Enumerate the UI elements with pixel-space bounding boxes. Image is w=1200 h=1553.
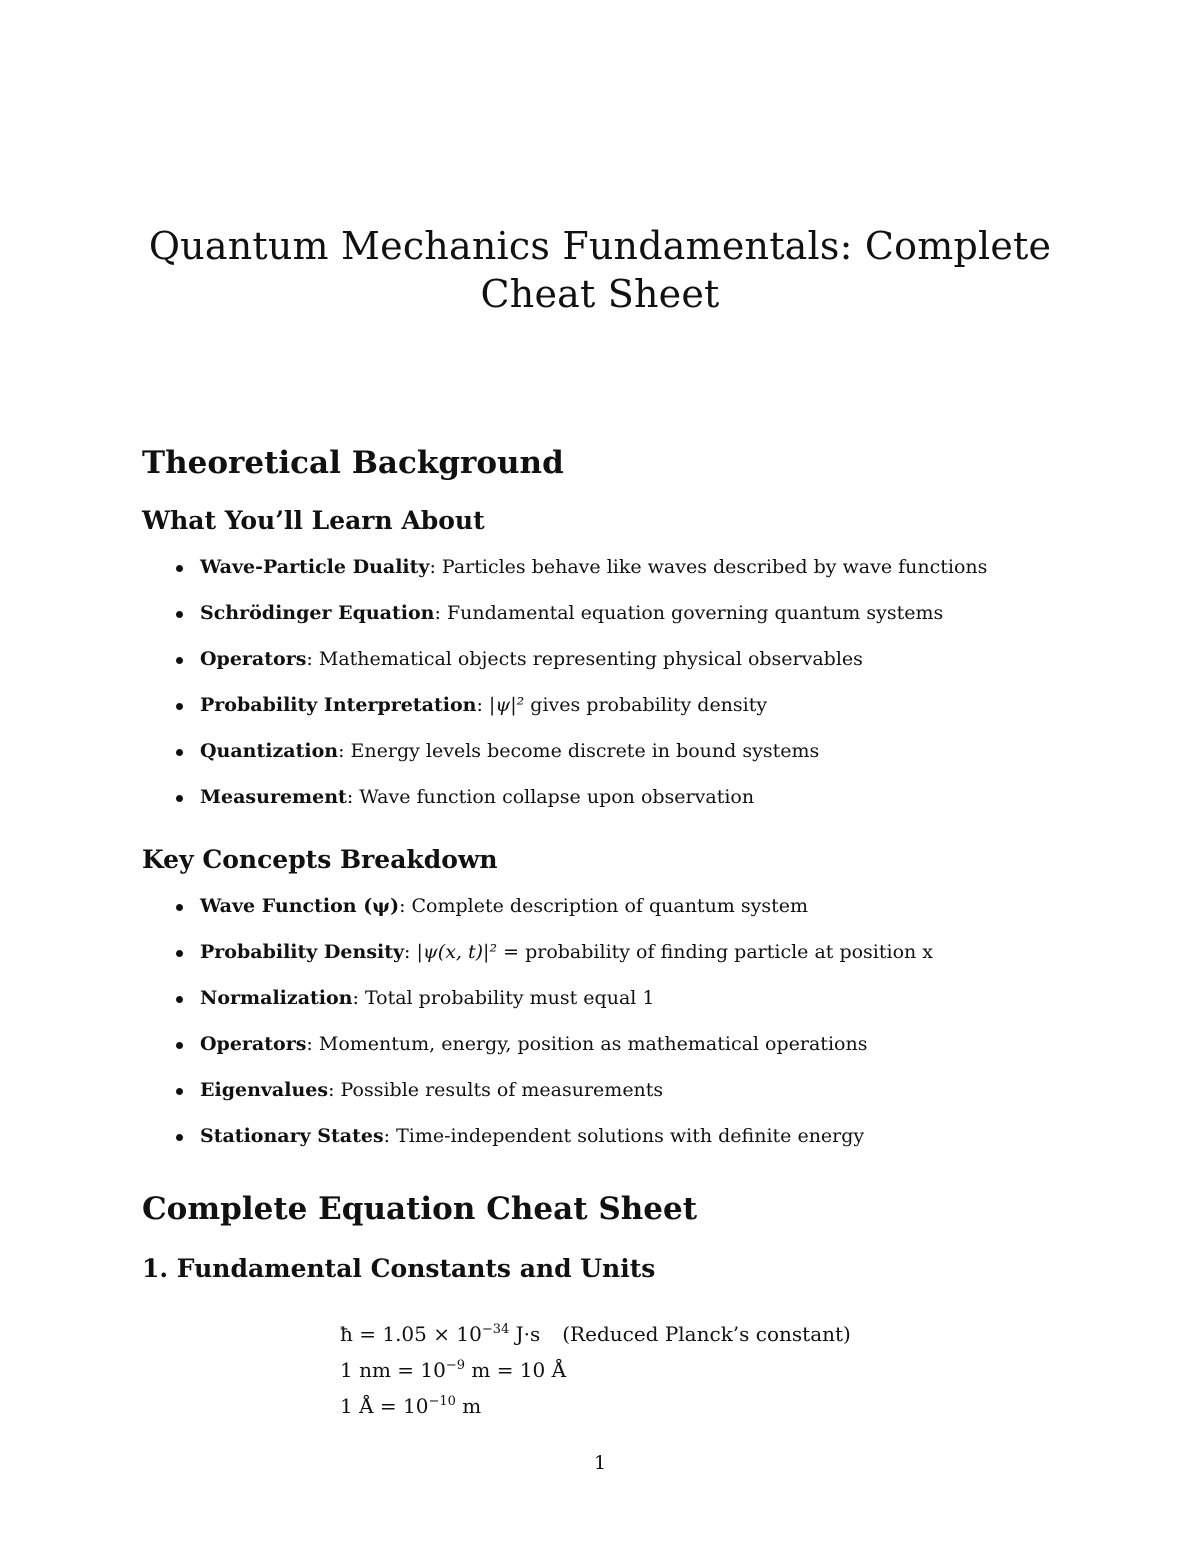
section-heading-equation-cheat-sheet: Complete Equation Cheat Sheet [142, 1191, 698, 1227]
bullet-icon [176, 749, 183, 756]
item-term: Measurement [200, 786, 347, 808]
bullet-icon [176, 1088, 183, 1095]
subsection-heading-key-concepts: Key Concepts Breakdown [142, 845, 498, 874]
list-item: Quantization: Energy levels become discrete in bound systems [170, 738, 1070, 784]
list-item: Probability Interpretation: |ψ|² gives probability density [170, 692, 1070, 738]
item-text: Fundamental equation governing quantum systems [446, 602, 944, 624]
item-text: Particles behave like waves described by wave functions [441, 556, 988, 578]
bullet-icon [176, 611, 183, 618]
bullet-icon [176, 904, 183, 911]
list-item: Probability Density: |ψ(x, t)|² = probability of finding particle at position x [170, 939, 1070, 985]
item-term: Eigenvalues [200, 1079, 329, 1101]
item-term: Schrödinger Equation [200, 602, 435, 624]
item-term: Normalization [200, 987, 353, 1009]
bullet-icon [176, 1042, 183, 1049]
item-term: Operators [200, 648, 307, 670]
bullet-icon [176, 996, 183, 1003]
equation-hbar: ħ = $1.05 \times 10^{-34}$ J·s (Reduced Planck’s constant) [340, 1322, 851, 1346]
list-item: Schrödinger Equation: Fundamental equation governing quantum systems [170, 600, 1070, 646]
subsection-heading-fundamental-constants: 1. Fundamental Constants and Units [142, 1254, 656, 1283]
bullet-icon [176, 950, 183, 957]
subsection-heading-what-youll-learn: What You’ll Learn About [142, 506, 485, 535]
bullet-icon [176, 565, 183, 572]
item-text: Wave function collapse upon observation [359, 786, 755, 808]
item-term: Quantization [200, 740, 339, 762]
bullet-icon [176, 657, 183, 664]
item-term: Wave Function (ψ) [200, 895, 400, 917]
list-item: Normalization: Total probability must equal 1 [170, 985, 1070, 1031]
equation-nanometer: 1 nm = $10^{-9}$ m = 10 Å [340, 1358, 567, 1382]
page-number: 1 [593, 1452, 607, 1474]
equation-angstrom: 1 Å = $10^{-10}$ m [340, 1394, 482, 1418]
constants-equations [340, 1316, 960, 1424]
list-item: Measurement: Wave function collapse upon observation [170, 784, 1070, 830]
bullet-icon [176, 1134, 183, 1141]
item-math: |ψ(x, t)|² [416, 941, 498, 963]
bullet-icon [176, 703, 183, 710]
item-term: Operators [200, 1033, 307, 1055]
list-item: Operators: Momentum, energy, position as mathematical operations [170, 1031, 1070, 1077]
item-text: Complete description of quantum system [411, 895, 808, 917]
concepts-list [170, 893, 1070, 1169]
item-text: Possible results of measurements [340, 1079, 664, 1101]
item-term: Probability Density [200, 941, 405, 963]
equation-note: (Reduced Planck’s constant) [562, 1322, 851, 1346]
list-item: Wave Function (ψ): Complete description of quantum system [170, 893, 1070, 939]
item-term: Probability Interpretation [200, 694, 477, 716]
item-text: Total probability must equal 1 [364, 987, 655, 1009]
list-item: Eigenvalues: Possible results of measurements [170, 1077, 1070, 1123]
list-item: Wave-Particle Duality: Particles behave like waves described by wave functions [170, 554, 1070, 600]
list-item: Stationary States: Time-independent solutions with definite energy [170, 1123, 1070, 1169]
learn-list [170, 554, 1070, 830]
item-text: = probability of finding particle at position x [503, 941, 934, 963]
list-item: Operators: Mathematical objects representing physical observables [170, 646, 1070, 692]
item-text: gives probability density [530, 694, 768, 716]
item-text: Momentum, energy, position as mathematical operations [318, 1033, 868, 1055]
item-term: Stationary States [200, 1125, 384, 1147]
item-text: Time-independent solutions with definite energy [396, 1125, 865, 1147]
item-text: Energy levels become discrete in bound systems [350, 740, 820, 762]
section-heading-theoretical-background: Theoretical Background [142, 445, 564, 481]
item-text: Mathematical objects representing physical observables [318, 648, 863, 670]
item-math: |ψ|² [488, 694, 525, 716]
document-title: Quantum Mechanics Fundamentals: Complete Cheat Sheet [148, 224, 1052, 316]
bullet-icon [176, 795, 183, 802]
item-term: Wave-Particle Duality [200, 556, 430, 578]
